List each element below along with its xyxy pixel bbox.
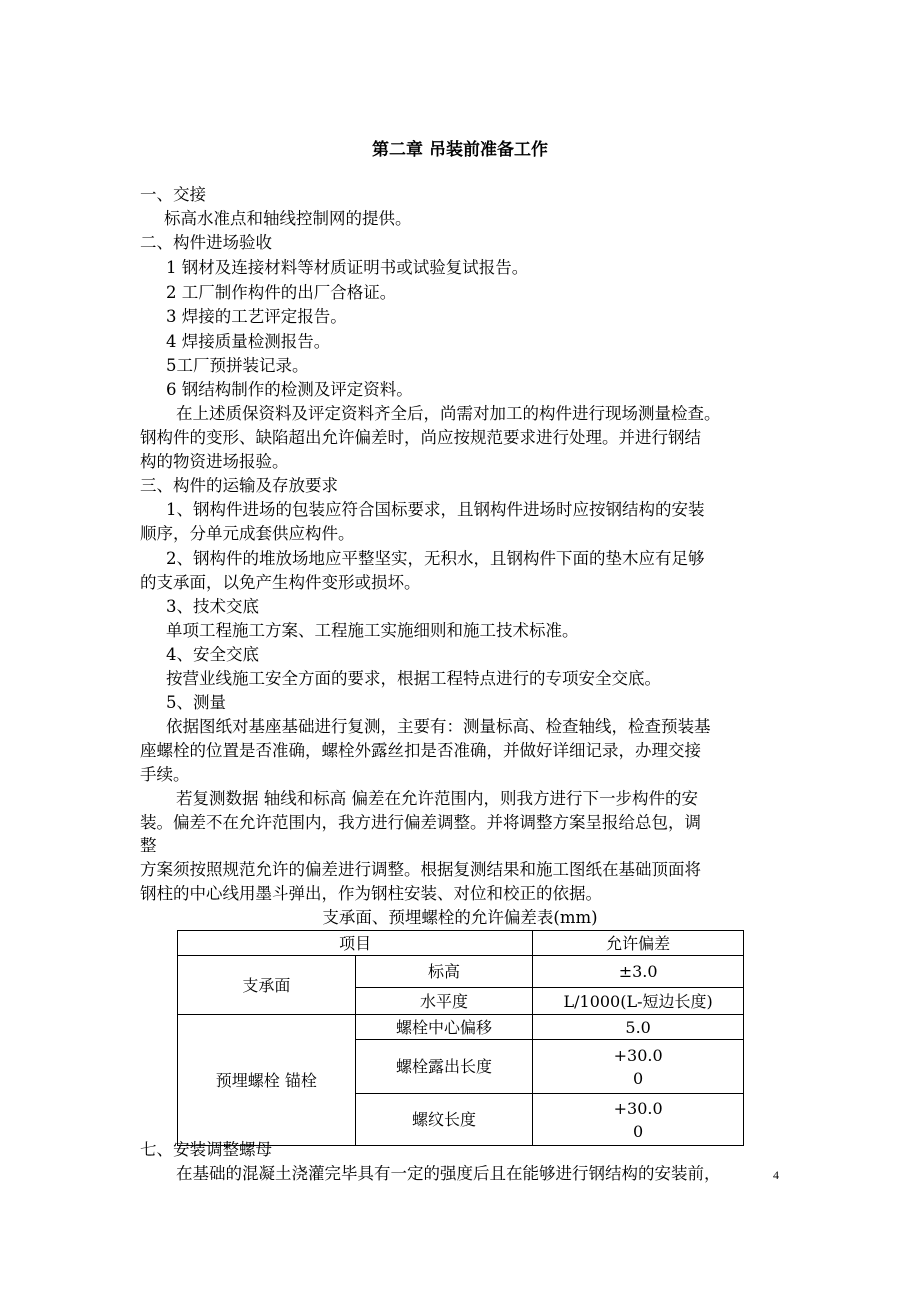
subheading-safety-briefing: 4、安全交底 [166, 645, 259, 664]
acceptance-item: 4 焊接质量检测报告。 [166, 332, 331, 351]
section-heading-adjust-nut: 七、安装调整螺母 [140, 1140, 272, 1159]
section-heading-handover: 一、交接 [140, 185, 206, 204]
row-tolerance [533, 1094, 744, 1146]
row-tolerance: ±3.0 [533, 956, 744, 988]
page-number: 4 [773, 1168, 779, 1182]
acceptance-item: 3 焊接的工艺评定报告。 [166, 307, 347, 326]
survey-paragraph-line: 手续。 [140, 765, 190, 784]
tolerance-upper: +30.0 [613, 1098, 663, 1118]
acceptance-item: 2 工厂制作构件的出厂合格证。 [166, 283, 397, 302]
survey-paragraph-line: 方案须按照规范允许的偏差进行调整。根据复测结果和施工图纸在基础顶面将 [140, 860, 701, 879]
survey-paragraph-line: 整 [140, 836, 157, 855]
table-caption: 支承面、预埋螺栓的允许偏差表(mm) [322, 908, 598, 927]
row-tolerance: 5.0 [533, 1015, 744, 1040]
acceptance-paragraph-line: 在上述质保资料及评定资料齐全后，尚需对加工的构件进行现场测量检查。 [176, 404, 721, 423]
survey-paragraph-line: 依据图纸对基座基础进行复测，主要有：测量标高、检查轴线，检查预装基 [166, 717, 711, 736]
transport-paragraph-line: 2、钢构件的堆放场地应平整坚实，无积水，且钢构件下面的垫木应有足够 [166, 549, 705, 568]
acceptance-item: 6 钢结构制作的检测及评定资料。 [166, 380, 413, 399]
row-item: 螺栓露出长度 [355, 1040, 533, 1094]
row-tolerance: L/1000(L-短边长度) [533, 988, 744, 1015]
transport-paragraph-line: 1、钢构件进场的包装应符合国标要求，且钢构件进场时应按钢结构的安装 [166, 500, 705, 519]
table-row [178, 1015, 744, 1040]
chapter-title: 第二章 吊装前准备工作 [372, 140, 548, 160]
survey-paragraph-line: 钢柱的中心线用墨斗弹出，作为钢柱安装、对位和校正的依据。 [140, 884, 602, 903]
header-item: 项目 [178, 931, 533, 956]
safety-briefing-text: 按营业线施工安全方面的要求，根据工程特点进行的专项安全交底。 [166, 669, 661, 688]
row-item: 水平度 [355, 988, 533, 1015]
row-item: 螺纹长度 [355, 1094, 533, 1146]
row-tolerance [533, 1040, 744, 1094]
tolerance-table [177, 930, 744, 1146]
group-bearing-surface: 支承面 [178, 956, 356, 1015]
section-heading-acceptance: 二、构件进场验收 [140, 233, 272, 252]
handover-text: 标高水准点和轴线控制网的提供。 [164, 209, 412, 228]
acceptance-paragraph-line: 构的物资进场报验。 [140, 452, 289, 471]
row-item: 螺栓中心偏移 [355, 1015, 533, 1040]
tech-briefing-text: 单项工程施工方案、工程施工实施细则和施工技术标准。 [166, 621, 579, 640]
tolerance-lower: 0 [633, 1068, 644, 1088]
acceptance-item: 5工厂预拼装记录。 [166, 356, 309, 375]
subheading-survey: 5、测量 [166, 693, 226, 712]
tolerance-upper: +30.0 [613, 1045, 663, 1065]
acceptance-paragraph-line: 钢构件的变形、缺陷超出允许偏差时，尚应按规范要求进行处理。并进行钢结 [140, 428, 701, 447]
transport-paragraph-line: 的支承面，以免产生构件变形或损坏。 [140, 573, 421, 592]
transport-paragraph-line: 顺序，分单元成套供应构件。 [140, 524, 355, 543]
subheading-tech-briefing: 3、技术交底 [166, 597, 259, 616]
header-tolerance: 允许偏差 [533, 931, 744, 956]
table-row [178, 956, 744, 988]
adjust-nut-text: 在基础的混凝土浇灌完毕具有一定的强度后且在能够进行钢结构的安装前， [176, 1164, 721, 1183]
section-heading-transport: 三、构件的运输及存放要求 [140, 476, 338, 495]
tolerance-lower: 0 [633, 1121, 644, 1141]
survey-paragraph-line: 装。偏差不在允许范围内，我方进行偏差调整。并将调整方案呈报给总包，调 [140, 813, 701, 832]
survey-paragraph-line: 若复测数据 轴线和标高 偏差在允许范围内，则我方进行下一步构件的安 [176, 789, 698, 808]
table-header-row [178, 931, 744, 956]
row-item: 标高 [355, 956, 533, 988]
group-embedded-bolts: 预埋螺栓 锚栓 [178, 1015, 356, 1146]
survey-paragraph-line: 座螺栓的位置是否准确，螺栓外露丝扣是否准确，并做好详细记录，办理交接 [140, 741, 701, 760]
acceptance-item: 1 钢材及连接材料等材质证明书或试验复试报告。 [166, 258, 529, 277]
